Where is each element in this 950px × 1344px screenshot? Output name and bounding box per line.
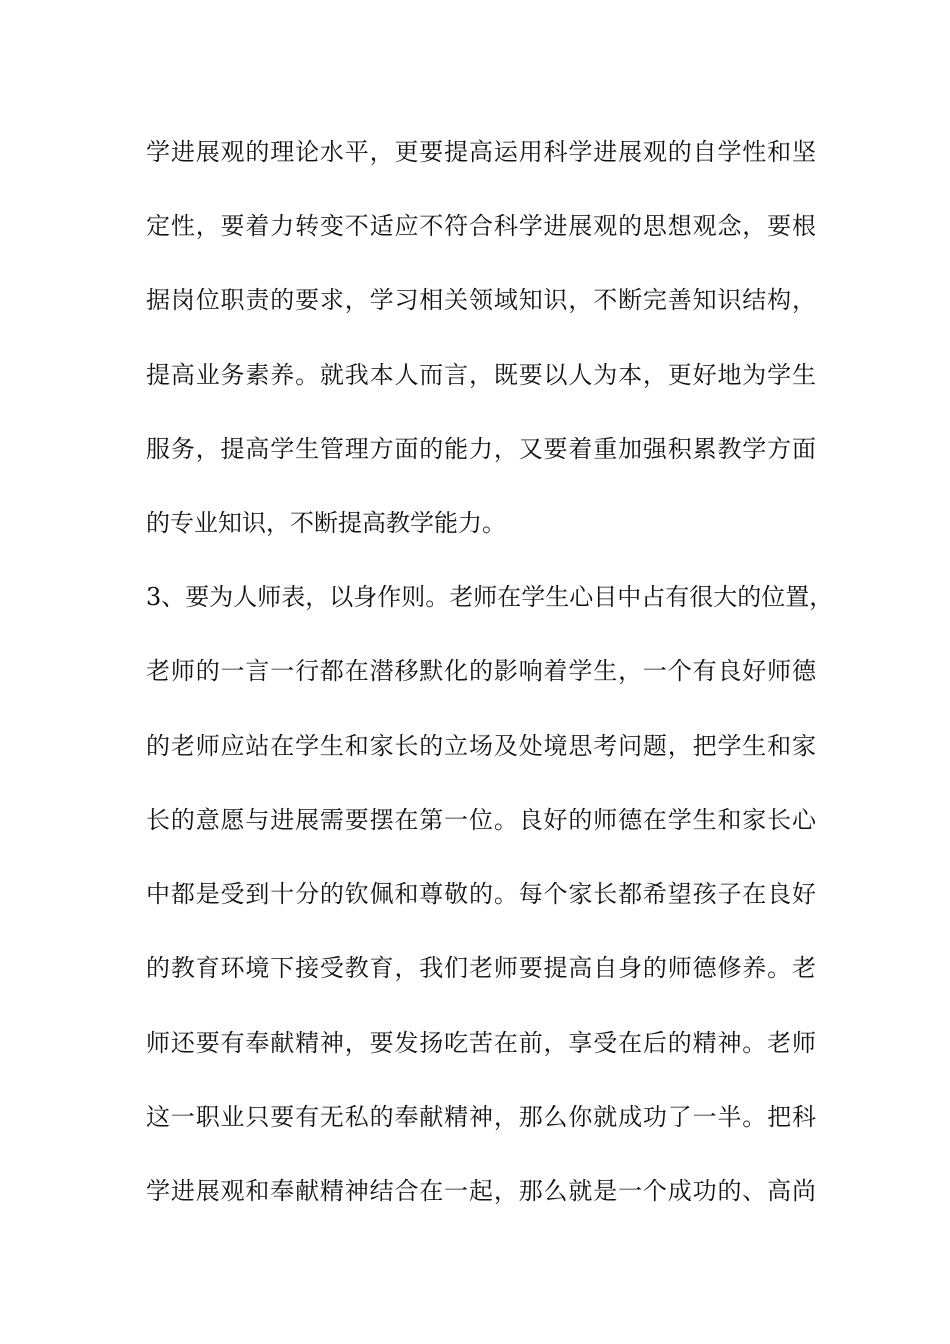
text-line: 据岗位职责的要求，学习相关领域知识，不断完善知识结构， (146, 286, 816, 314)
text-line: 中都是受到十分的钦佩和尊敬的。每个家长都希望孩子在良好 (146, 880, 816, 908)
text-line: 3、要为人师表，以身作则。老师在学生心目中占有很大的位置， (146, 583, 834, 611)
text-line: 学进展观和奉献精神结合在一起，那么就是一个成功的、高尚 (146, 1177, 816, 1205)
text-line: 提高业务素养。就我本人而言，既要以人为本，更好地为学生 (146, 361, 816, 389)
text-line: 长的意愿与进展需要摆在第一位。良好的师德在学生和家长心 (146, 806, 816, 834)
text-line: 服务，提高学生管理方面的能力，又要着重加强积累教学方面 (146, 435, 816, 463)
text-line: 这一职业只要有无私的奉献精神，那么你就成功了一半。把科 (146, 1103, 816, 1131)
text-line: 定性，要着力转变不适应不符合科学进展观的思想观念，要根 (146, 212, 816, 240)
text-line: 的老师应站在学生和家长的立场及处境思考问题，把学生和家 (146, 732, 816, 760)
text-line: 学进展观的理论水平，更要提高运用科学进展观的自学性和坚 (146, 138, 816, 166)
text-line: 的教育环境下接受教育，我们老师要提高自身的师德修养。老 (146, 954, 816, 982)
text-line: 师还要有奉献精神，要发扬吃苦在前，享受在后的精神。老师 (146, 1029, 816, 1057)
text-line: 老师的一言一行都在潜移默化的影响着学生，一个有良好师德 (146, 657, 816, 685)
text-line: 的专业知识，不断提高教学能力。 (146, 509, 506, 537)
